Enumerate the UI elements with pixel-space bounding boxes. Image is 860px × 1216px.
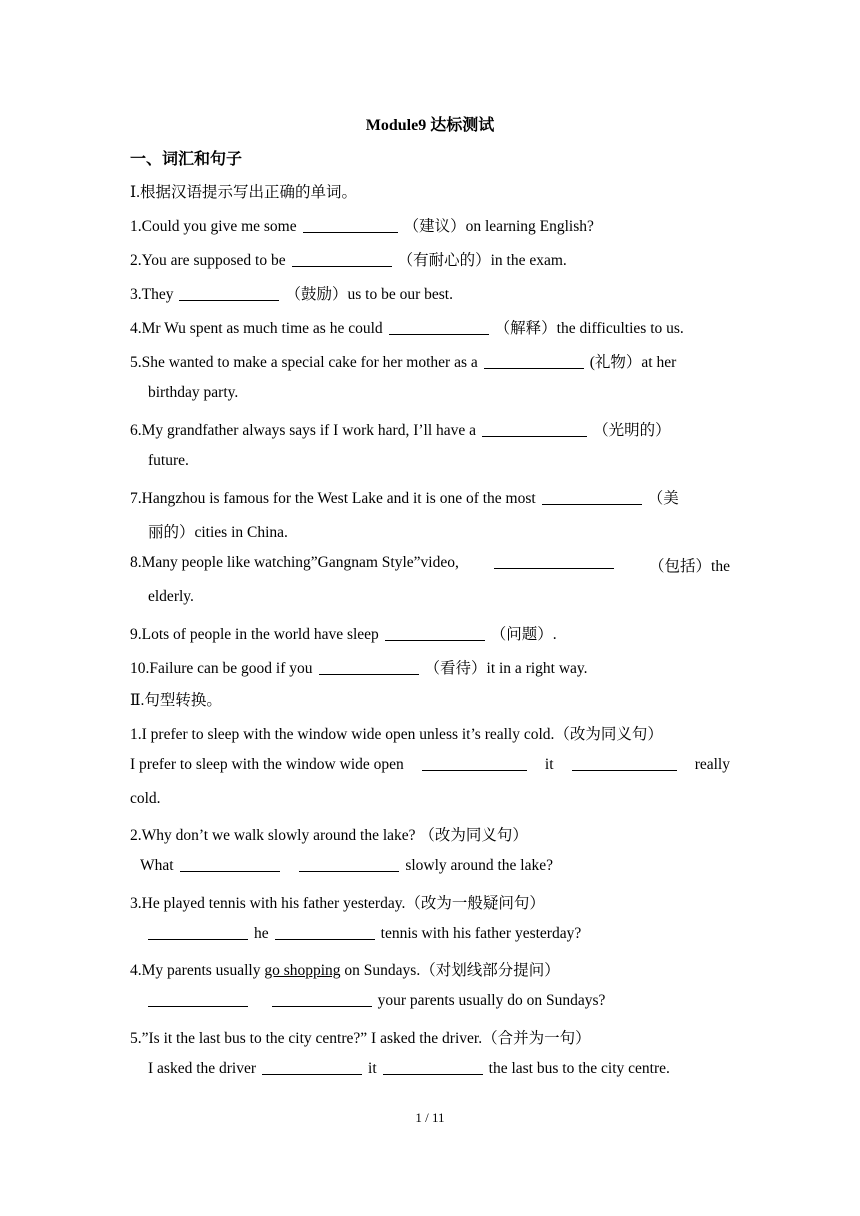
answer-blank[interactable] xyxy=(148,925,248,940)
question-text: 5.She wanted to make a special cake for her mother as a xyxy=(130,354,478,371)
question-1-8 xyxy=(130,554,730,576)
question-text: 2.You are supposed to be xyxy=(130,252,286,269)
question-text: （问题）. xyxy=(490,626,557,643)
question-text: tennis with his father yesterday? xyxy=(380,925,582,942)
question-text: （光明的） xyxy=(593,422,671,439)
question-1-9 xyxy=(130,622,730,644)
answer-blank[interactable] xyxy=(422,756,527,771)
answer-blank[interactable] xyxy=(272,992,372,1007)
question-text: 3.They xyxy=(130,286,174,303)
page-title: Module9 达标测试 xyxy=(365,117,495,134)
question-text: （有耐心的）in the exam. xyxy=(397,252,567,269)
question-1-7 xyxy=(130,486,730,508)
question-text: really xyxy=(694,756,730,773)
question-2-4-answer xyxy=(148,992,730,1010)
answer-blank[interactable] xyxy=(148,992,248,1007)
page-number: 1 / 11 xyxy=(415,1110,445,1125)
question-text: it xyxy=(544,756,554,773)
question-text: （美 xyxy=(647,490,679,507)
question-2-5-answer xyxy=(148,1060,730,1078)
answer-blank[interactable] xyxy=(542,490,642,505)
answer-blank[interactable] xyxy=(262,1060,362,1075)
question-text: （建议）on learning English? xyxy=(403,218,594,235)
question-1-8-cont: elderly. xyxy=(148,588,194,605)
answer-blank[interactable] xyxy=(383,1060,483,1075)
question-1-10 xyxy=(130,656,730,678)
question-2-1: 1.I prefer to sleep with the window wide open unless it’s really cold.（改为同义句） xyxy=(130,726,663,743)
question-text: （包括）the xyxy=(649,558,730,575)
question-text: (礼物）at her xyxy=(589,354,677,371)
question-1-1 xyxy=(130,214,730,236)
question-2-5: 5.”Is it the last bus to the city centre?” I asked the driver.（合并为一句） xyxy=(130,1030,591,1047)
answer-blank[interactable] xyxy=(179,286,279,301)
question-1-2 xyxy=(130,248,730,270)
question-2-1-cont: cold. xyxy=(130,790,161,807)
question-text: （鼓励）us to be our best. xyxy=(285,286,453,303)
question-text: 4.Mr Wu spent as much time as he could xyxy=(130,320,383,337)
answer-blank[interactable] xyxy=(319,660,419,675)
part2-heading: Ⅱ.句型转换。 xyxy=(130,692,222,709)
question-text: 6.My grandfather always says if I work hard, I’ll have a xyxy=(130,422,477,439)
question-1-6 xyxy=(130,418,730,440)
answer-blank[interactable] xyxy=(385,626,485,641)
question-2-4 xyxy=(130,958,730,980)
question-1-5 xyxy=(130,350,730,372)
question-text: （解释）the difficulties to us. xyxy=(494,320,684,337)
question-text: What xyxy=(140,857,174,874)
question-2-1-answer xyxy=(130,756,730,774)
question-text: 1.Could you give me some xyxy=(130,218,297,235)
question-1-6-cont: future. xyxy=(148,452,189,469)
question-text: 4.My parents usually xyxy=(130,962,261,979)
answer-blank[interactable] xyxy=(494,554,614,569)
question-text: he xyxy=(254,925,269,942)
question-1-7-cont: 丽的）cities in China. xyxy=(148,524,288,541)
answer-blank[interactable] xyxy=(482,422,587,437)
answer-blank[interactable] xyxy=(292,252,392,267)
question-2-3-answer xyxy=(148,925,730,943)
question-text: on Sundays.（对划线部分提问） xyxy=(344,962,560,979)
answer-blank[interactable] xyxy=(303,218,398,233)
question-2-2-answer xyxy=(140,857,730,875)
section-heading: 一、词汇和句子 xyxy=(130,151,243,168)
question-2-3: 3.He played tennis with his father yesterday.（改为一般疑问句） xyxy=(130,895,545,912)
answer-blank[interactable] xyxy=(275,925,375,940)
question-1-3 xyxy=(130,282,730,304)
part1-heading: Ⅰ.根据汉语提示写出正确的单词。 xyxy=(130,184,357,201)
question-text: it xyxy=(368,1060,377,1077)
question-text: your parents usually do on Sundays? xyxy=(377,992,606,1009)
question-1-5-cont: birthday party. xyxy=(148,384,239,401)
question-text: the last bus to the city centre. xyxy=(488,1060,670,1077)
answer-blank[interactable] xyxy=(180,857,280,872)
question-text: I prefer to sleep with the window wide open xyxy=(130,756,404,773)
answer-blank[interactable] xyxy=(572,756,677,771)
answer-blank[interactable] xyxy=(389,320,489,335)
question-text: 10.Failure can be good if you xyxy=(130,660,313,677)
question-1-4 xyxy=(130,316,730,338)
question-text: 8.Many people like watching”Gangnam Style”video, xyxy=(130,554,459,571)
question-text: （看待）it in a right way. xyxy=(424,660,588,677)
underlined-phrase: go shopping xyxy=(264,962,341,979)
question-text: I asked the driver xyxy=(148,1060,257,1077)
answer-blank[interactable] xyxy=(484,354,584,369)
question-2-2: 2.Why don’t we walk slowly around the lake? （改为同义句） xyxy=(130,827,528,844)
question-text: 7.Hangzhou is famous for the West Lake and it is one of the most xyxy=(130,490,536,507)
question-text: slowly around the lake? xyxy=(405,857,553,874)
question-text: 9.Lots of people in the world have sleep xyxy=(130,626,379,643)
answer-blank[interactable] xyxy=(299,857,399,872)
